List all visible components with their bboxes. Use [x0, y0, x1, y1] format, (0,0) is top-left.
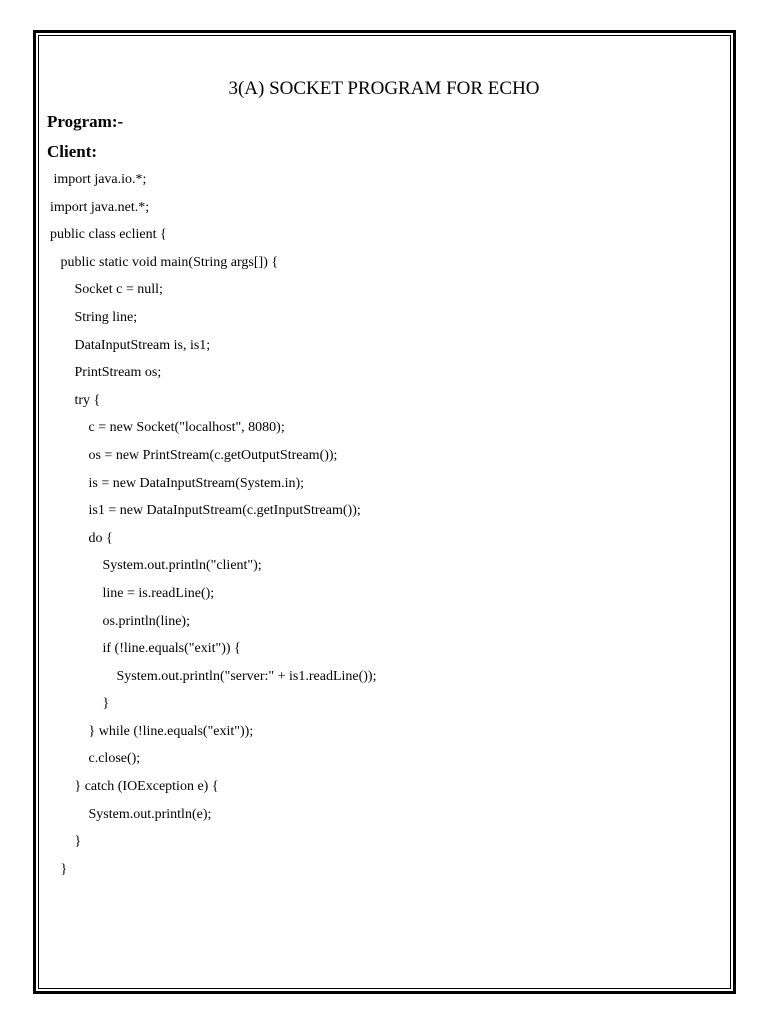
code-line: import java.io.*; [50, 172, 147, 187]
code-line: if (!line.equals("exit")) { [50, 641, 241, 657]
code-line: } while (!line.equals("exit")); [50, 723, 254, 739]
program-heading: Program:- [47, 112, 124, 131]
code-line: PrintStream os; [50, 365, 162, 381]
code-line: os = new PrintStream(c.getOutputStream()); [50, 447, 338, 463]
code-line: } [50, 861, 68, 877]
code-line: System.out.println("client"); [50, 558, 262, 574]
code-line: import java.net.*; [50, 199, 150, 215]
code-line: c.close(); [50, 751, 141, 767]
code-line: System.out.println(e); [50, 806, 212, 822]
code-line: String line; [50, 309, 138, 325]
code-line: is = new DataInputStream(System.in); [50, 475, 305, 491]
code-line: System.out.println("server:" + is1.readLine()); [50, 668, 377, 684]
code-line: } [50, 696, 110, 712]
code-line: is1 = new DataInputStream(c.getInputStream()); [50, 503, 361, 519]
code-line: Socket c = null; [50, 282, 163, 298]
code-line: c = new Socket("localhost", 8080); [50, 420, 285, 436]
code-line: DataInputStream is, is1; [50, 337, 211, 353]
code-line: public static void main(String args[]) { [50, 254, 279, 270]
code-line: try { [50, 392, 101, 408]
client-heading: Client: [47, 142, 98, 161]
code-line: line = is.readLine(); [50, 585, 215, 601]
code-line: do { [50, 530, 113, 546]
code-line: public class eclient { [50, 227, 167, 243]
code-line: } catch (IOException e) { [50, 779, 219, 795]
code-line: os.println(line); [50, 613, 190, 629]
code-block [50, 168, 376, 885]
page-title: 3(A) SOCKET PROGRAM FOR ECHO [228, 78, 540, 99]
code-line: } [50, 834, 82, 850]
